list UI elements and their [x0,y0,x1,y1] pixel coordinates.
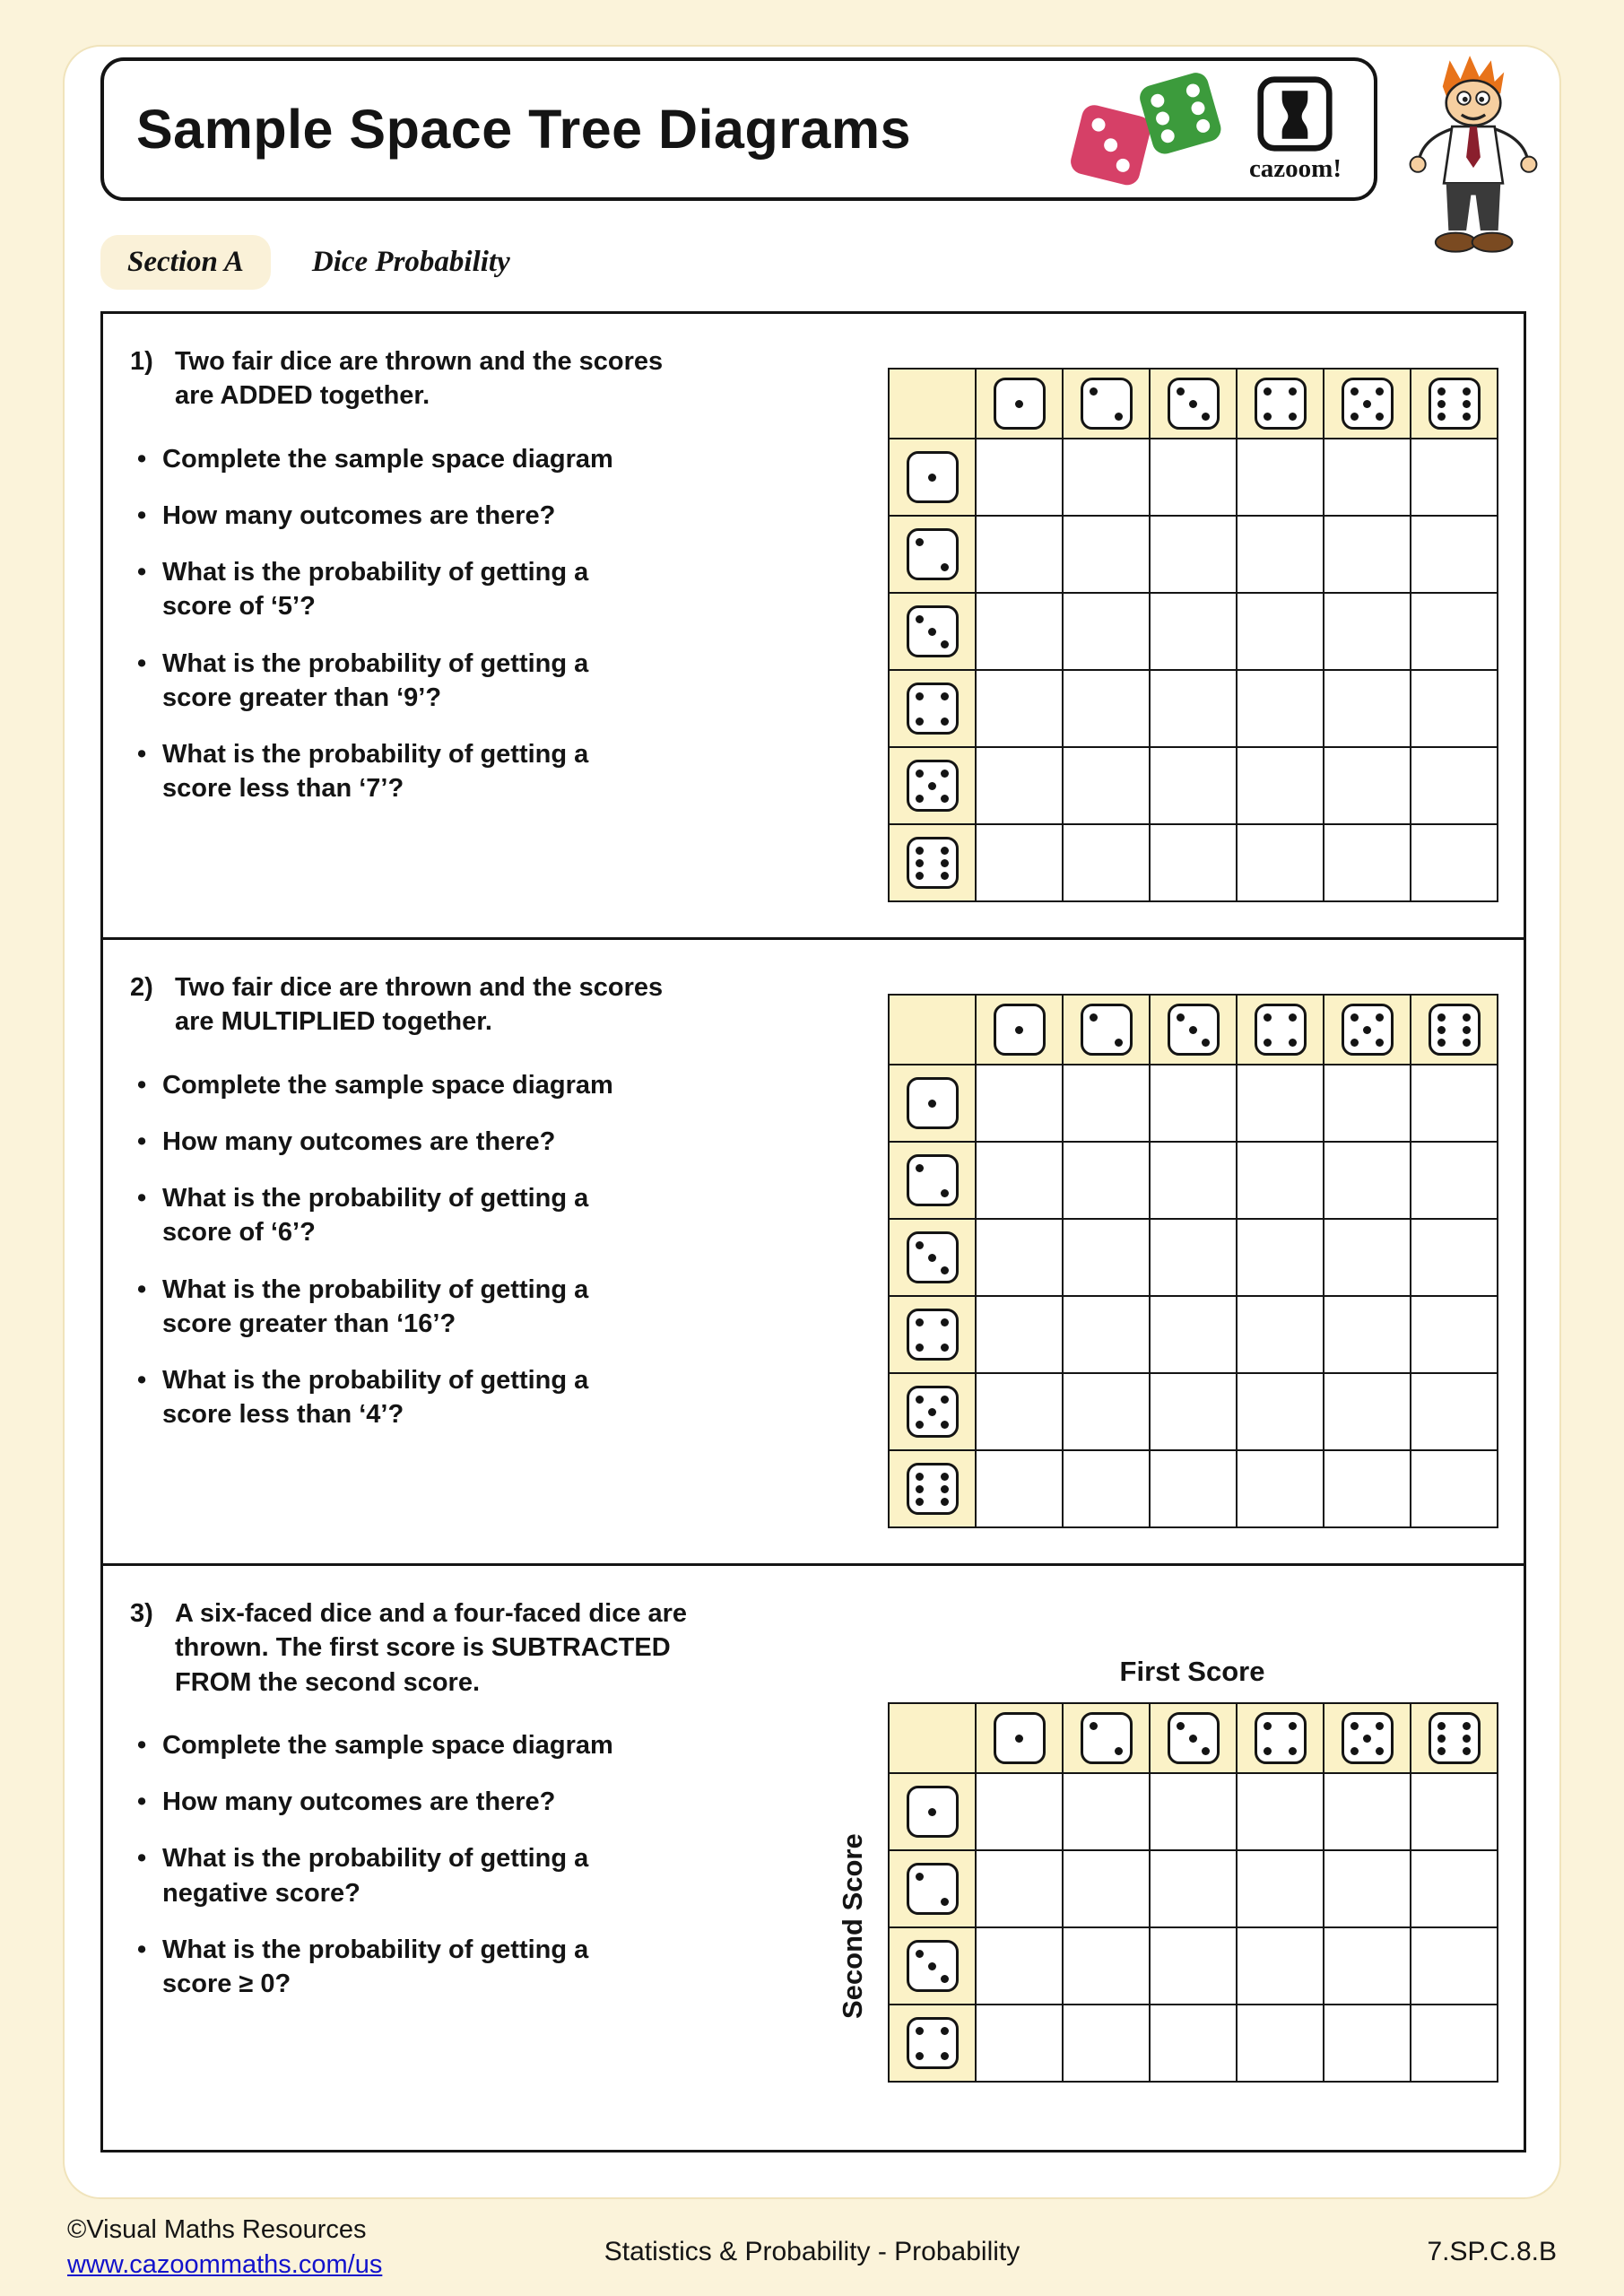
answer-cell-r3c2 [1064,1928,1151,2005]
row-header-die-5 [890,748,977,825]
bullet-marker: • [137,1274,147,1304]
answer-cell-r1c6 [1411,1065,1498,1143]
answer-cell-r5c2 [1064,748,1151,825]
die-face-3 [1168,1004,1220,1056]
bullet-text: How many outcomes are there? [162,1126,556,1156]
answer-cell-r4c6 [1411,1297,1498,1374]
question-3 [103,1563,1524,2150]
col-header-die-4 [1238,370,1324,439]
question-number: 1) [130,347,153,376]
answer-cell-r4c3 [1151,1297,1238,1374]
col-header-die-5 [1324,1704,1411,1774]
col-header-die-3 [1151,370,1238,439]
die-face-4 [907,1309,959,1361]
question-1 [103,314,1524,937]
bullet-item [130,1068,740,1102]
row-header-die-6 [890,1451,977,1528]
answer-cell-r1c2 [1064,1774,1151,1851]
answer-cell-r4c1 [977,1297,1064,1374]
die-face-2 [907,1863,959,1915]
answer-cell-r3c2 [1064,1220,1151,1297]
bullet-marker: • [137,558,147,587]
answer-cell-r3c6 [1411,1220,1498,1297]
die-face-6 [1429,378,1481,430]
bullet-item [130,1841,740,1910]
question-number: 3) [130,1599,153,1628]
answer-cell-r4c2 [1064,2005,1151,2083]
row-header-die-4 [890,1297,977,1374]
question-1-text [130,344,740,829]
bullet-text: What is the probability of getting a score greater than ‘16’? [162,1274,589,1338]
answer-cell-r6c6 [1411,1451,1498,1528]
row-header-die-2 [890,517,977,594]
answer-cell-r2c3 [1151,1143,1238,1220]
col-header-die-5 [1324,996,1411,1065]
col-header-die-6 [1411,370,1498,439]
answer-cell-r2c2 [1064,1851,1151,1928]
col-header-die-6 [1411,1704,1498,1774]
bullet-text: What is the probability of getting a score greater than ‘9’? [162,648,589,712]
col-header-die-1 [977,996,1064,1065]
question-3-text [130,1596,740,2023]
answer-cell-r6c1 [977,825,1064,902]
question-2-text [130,970,740,1455]
answer-cell-r2c4 [1238,1851,1324,1928]
answer-cell-r1c1 [977,1774,1064,1851]
answer-cell-r5c5 [1324,748,1411,825]
answer-cell-r1c1 [977,439,1064,517]
die-face-6 [1429,1004,1481,1056]
row-header-die-3 [890,1928,977,2005]
answer-cell-r1c5 [1324,439,1411,517]
answer-cell-r4c6 [1411,671,1498,748]
bullet-text: What is the probability of getting a score of ‘6’? [162,1184,589,1248]
grid-corner-cell [890,996,977,1065]
answer-cell-r1c3 [1151,1065,1238,1143]
answer-cell-r4c4 [1238,2005,1324,2083]
answer-cell-r3c2 [1064,594,1151,671]
answer-cell-r3c3 [1151,1220,1238,1297]
answer-cell-r3c1 [977,1220,1064,1297]
bullet-item [130,1125,740,1159]
answer-cell-r5c3 [1151,748,1238,825]
sample-space-grid-2 [888,994,1498,1528]
answer-cell-r6c1 [977,1451,1064,1528]
die-face-1 [994,1004,1046,1056]
dice-grid [888,1702,1498,2083]
bullet-item [130,1728,740,1762]
answer-cell-r1c5 [1324,1065,1411,1143]
title-box [100,57,1377,201]
die-face-2 [1081,1004,1133,1056]
bullet-item [130,1933,740,2002]
col-header-die-3 [1151,996,1238,1065]
die-face-1 [907,451,959,503]
answer-cell-r4c3 [1151,2005,1238,2083]
answer-cell-r6c2 [1064,825,1151,902]
answer-cell-r4c1 [977,671,1064,748]
bullet-marker: • [137,1935,147,1964]
bullet-text: Complete the sample space diagram [162,1730,613,1760]
footer-subject: Statistics & Probability - Probability [604,2237,1020,2266]
question-2 [103,937,1524,1563]
answer-cell-r6c3 [1151,825,1238,902]
answer-cell-r6c3 [1151,1451,1238,1528]
footer-link[interactable]: www.cazoommaths.com/us [67,2250,383,2279]
answer-cell-r4c4 [1238,1297,1324,1374]
die-face-3 [1168,378,1220,430]
bullet-item [130,1273,740,1342]
answer-cell-r1c2 [1064,439,1151,517]
answer-cell-r1c6 [1411,1774,1498,1851]
row-header-die-1 [890,1065,977,1143]
col-header-die-2 [1064,996,1151,1065]
bullet-item [130,647,740,716]
answer-cell-r1c1 [977,1065,1064,1143]
answer-cell-r1c4 [1238,1065,1324,1143]
die-face-2 [907,528,959,580]
bullet-item [130,737,740,806]
die-face-3 [907,1940,959,1992]
row-header-die-4 [890,2005,977,2083]
col-header-die-4 [1238,1704,1324,1774]
answer-cell-r1c4 [1238,1774,1324,1851]
decorative-dice-icon [1055,66,1226,192]
die-face-1 [907,1077,959,1129]
answer-cell-r6c4 [1238,825,1324,902]
answer-cell-r3c1 [977,1928,1064,2005]
answer-cell-r1c6 [1411,439,1498,517]
die-face-1 [907,1786,959,1838]
die-face-5 [907,760,959,812]
bullet-marker: • [137,444,147,474]
answer-cell-r2c3 [1151,1851,1238,1928]
answer-cell-r2c3 [1151,517,1238,594]
grid-corner-cell [890,370,977,439]
answer-cell-r2c4 [1238,517,1324,594]
bullet-item [130,1181,740,1250]
die-face-3 [907,1231,959,1283]
answer-cell-r3c5 [1324,1928,1411,2005]
bullet-item [130,555,740,624]
answer-cell-r3c5 [1324,1220,1411,1297]
answer-cell-r3c3 [1151,594,1238,671]
answer-cell-r3c4 [1238,1220,1324,1297]
die-face-3 [907,605,959,657]
answer-cell-r2c6 [1411,1851,1498,1928]
bullet-item [130,1785,740,1819]
answer-cell-r4c5 [1324,1297,1411,1374]
col-header-die-6 [1411,996,1498,1065]
answer-cell-r3c4 [1238,594,1324,671]
die-face-5 [1342,1004,1394,1056]
answer-cell-r4c3 [1151,671,1238,748]
answer-cell-r6c4 [1238,1451,1324,1528]
answer-cell-r5c3 [1151,1374,1238,1451]
answer-cell-r2c5 [1324,1143,1411,1220]
die-face-1 [994,378,1046,430]
die-face-1 [994,1712,1046,1764]
page-title: Sample Space Tree Diagrams [136,99,912,160]
answer-cell-r2c1 [977,517,1064,594]
col-header-die-2 [1064,370,1151,439]
col-header-die-1 [977,1704,1064,1774]
answer-cell-r4c4 [1238,671,1324,748]
die-face-2 [1081,378,1133,430]
col-header-die-3 [1151,1704,1238,1774]
first-score-label: First Score [1119,1656,1265,1687]
bullet-text: Complete the sample space diagram [162,444,613,474]
answer-cell-r5c2 [1064,1374,1151,1451]
title-artwork [1055,66,1342,192]
row-header-die-5 [890,1374,977,1451]
die-face-3 [1168,1712,1220,1764]
answer-cell-r3c5 [1324,594,1411,671]
answer-cell-r2c5 [1324,1851,1411,1928]
answer-cell-r5c1 [977,748,1064,825]
answer-cell-r2c1 [977,1851,1064,1928]
section-heading [100,235,510,290]
bullet-text: What is the probability of getting a score less than ‘7’? [162,740,589,804]
row-header-die-1 [890,439,977,517]
second-score-label: Second Score [837,1833,868,2020]
answer-cell-r5c6 [1411,748,1498,825]
bullet-marker: • [137,1844,147,1874]
answer-cell-r6c2 [1064,1451,1151,1528]
bullet-marker: • [137,1366,147,1396]
grid-corner-cell [890,1704,977,1774]
answer-cell-r2c4 [1238,1143,1324,1220]
bullet-marker: • [137,500,147,530]
die-face-6 [907,1463,959,1515]
section-label: Section A [100,235,271,290]
row-header-die-6 [890,825,977,902]
bullet-marker: • [137,1184,147,1213]
die-face-5 [1342,1712,1394,1764]
die-face-4 [1255,1712,1307,1764]
dice-grid [888,994,1498,1528]
answer-cell-r6c6 [1411,825,1498,902]
die-face-4 [1255,1004,1307,1056]
die-face-6 [1429,1712,1481,1764]
content-panel [63,45,1561,2199]
die-face-6 [907,837,959,889]
cazoom-logo-text: cazoom! [1248,153,1342,183]
bullet-item [130,442,740,476]
row-header-die-3 [890,594,977,671]
bullet-marker: • [137,1787,147,1817]
bullet-marker: • [137,1126,147,1156]
answer-cell-r2c6 [1411,517,1498,594]
row-header-die-2 [890,1851,977,1928]
col-header-die-1 [977,370,1064,439]
bullet-marker: • [137,648,147,678]
bullet-text: Complete the sample space diagram [162,1070,613,1100]
answer-cell-r6c5 [1324,825,1411,902]
answer-cell-r1c3 [1151,1774,1238,1851]
answer-cell-r6c5 [1324,1451,1411,1528]
sample-space-grid-3 [888,1702,1498,2083]
answer-cell-r5c5 [1324,1374,1411,1451]
answer-cell-r5c4 [1238,1374,1324,1451]
col-header-die-2 [1064,1704,1151,1774]
die-face-2 [907,1154,959,1206]
bullet-text: What is the probability of getting a score ≥ 0? [162,1935,589,1999]
standard-code: 7.SP.C.8.B [1427,2237,1557,2266]
row-header-die-2 [890,1143,977,1220]
copyright-text: ©Visual Maths Resources [67,2215,367,2244]
question-intro: Two fair dice are thrown and the scores are MULTIPLIED together. [175,973,664,1037]
col-header-die-5 [1324,370,1411,439]
sample-space-grid-1 [888,368,1498,902]
dice-grid [888,368,1498,902]
answer-cell-r5c4 [1238,748,1324,825]
answer-cell-r5c6 [1411,1374,1498,1451]
answer-cell-r2c1 [977,1143,1064,1220]
answer-cell-r2c2 [1064,517,1151,594]
bullet-text: How many outcomes are there? [162,1787,556,1817]
row-header-die-4 [890,671,977,748]
answer-cell-r4c1 [977,2005,1064,2083]
bullet-marker: • [137,740,147,770]
answer-cell-r4c6 [1411,2005,1498,2083]
answer-cell-r3c1 [977,594,1064,671]
answer-cell-r3c6 [1411,594,1498,671]
answer-cell-r4c5 [1324,671,1411,748]
answer-cell-r2c5 [1324,517,1411,594]
cazoom-logo [1249,75,1342,184]
answer-cell-r3c4 [1238,1928,1324,2005]
die-face-5 [1342,378,1394,430]
die-face-5 [907,1386,959,1438]
answer-cell-r1c2 [1064,1065,1151,1143]
col-header-die-4 [1238,996,1324,1065]
cazoom-logo-icon [1256,75,1333,152]
question-intro: Two fair dice are thrown and the scores are ADDED together. [175,347,664,411]
mascot-character [1403,50,1544,262]
question-number: 2) [130,973,153,1002]
bullet-item [130,1363,740,1432]
die-face-4 [1255,378,1307,430]
section-title: Dice Probability [311,246,510,278]
answer-cell-r4c2 [1064,671,1151,748]
question-intro: A six-faced dice and a four-faced dice are thrown. The first score is SUBTRACTED FROM the second score. [175,1599,688,1697]
answer-cell-r2c2 [1064,1143,1151,1220]
answer-cell-r1c4 [1238,439,1324,517]
row-header-die-3 [890,1220,977,1297]
bullet-marker: • [137,1070,147,1100]
bullet-marker: • [137,1730,147,1760]
answer-cell-r1c5 [1324,1774,1411,1851]
answer-cell-r4c2 [1064,1297,1151,1374]
die-face-4 [907,683,959,735]
bullet-text: What is the probability of getting a score less than ‘4’? [162,1366,589,1430]
bullet-item [130,499,740,533]
answer-cell-r3c3 [1151,1928,1238,2005]
answer-cell-r3c6 [1411,1928,1498,2005]
bullet-text: How many outcomes are there? [162,500,556,530]
die-face-4 [907,2017,959,2069]
row-header-die-1 [890,1774,977,1851]
answer-cell-r5c1 [977,1374,1064,1451]
questions-box [100,311,1526,2152]
bullet-text: What is the probability of getting a negative score? [162,1844,589,1908]
die-face-2 [1081,1712,1133,1764]
answer-cell-r1c3 [1151,439,1238,517]
answer-cell-r4c5 [1324,2005,1411,2083]
answer-cell-r2c6 [1411,1143,1498,1220]
page-footer [0,2208,1624,2296]
bullet-text: What is the probability of getting a score of ‘5’? [162,558,589,622]
